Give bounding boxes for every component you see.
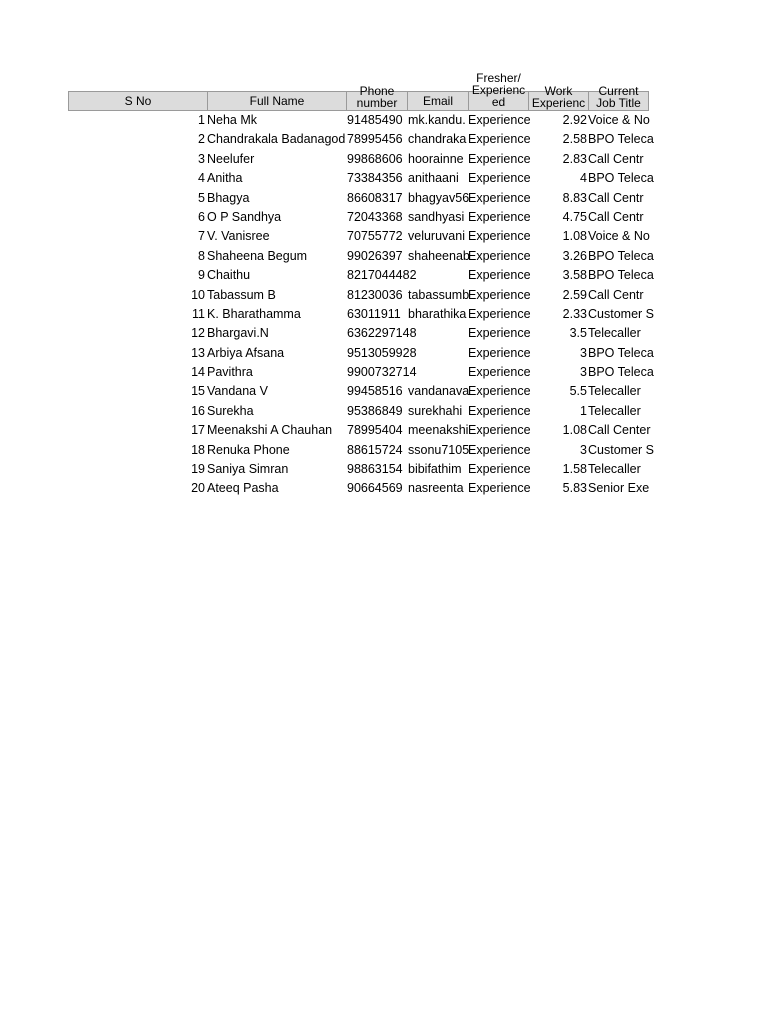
cell-phone[interactable]: 86608317 <box>347 190 403 205</box>
table-row <box>68 363 654 382</box>
cell-full-name[interactable]: Arbiya Afsana <box>207 345 285 360</box>
cell-sno[interactable]: 20 <box>191 481 205 496</box>
cell-email[interactable]: nasreenta <box>408 481 464 496</box>
table-row <box>68 247 654 266</box>
cell-email[interactable]: bhagyav56 <box>408 190 470 205</box>
cell-sno[interactable]: 14 <box>191 365 205 380</box>
cell-work-experience[interactable]: 3.26 <box>562 248 587 263</box>
cell-phone[interactable]: 99458516 <box>347 384 403 399</box>
cell-full-name[interactable]: Renuka Phone <box>207 442 290 457</box>
table-row <box>68 382 648 401</box>
header-email[interactable] <box>407 91 469 111</box>
cell-fresher-status[interactable]: Experience <box>468 345 531 360</box>
cell-sno[interactable]: 4 <box>198 171 205 186</box>
cell-job-title[interactable]: Customer S <box>588 306 654 321</box>
cell-sno[interactable]: 15 <box>191 384 205 399</box>
cell-work-experience[interactable]: 8.83 <box>562 190 587 205</box>
cell-email[interactable]: sandhyasi <box>408 209 465 224</box>
cell-sno[interactable]: 1 <box>198 113 205 127</box>
cell-phone[interactable]: 78995456 <box>347 132 403 147</box>
cell-job-title[interactable]: Senior Exe <box>588 481 650 496</box>
header-work-label: Work Experienc <box>531 84 586 110</box>
cell-fresher-status[interactable]: Experience <box>468 190 531 205</box>
cell-sno[interactable]: 16 <box>191 403 205 418</box>
cell-full-name[interactable]: Vandana V <box>207 384 268 399</box>
cell-job-title[interactable]: BPO Teleca <box>588 365 654 380</box>
cell-phone[interactable]: 99868606 <box>347 151 403 166</box>
table-row <box>68 266 654 285</box>
cell-job-title[interactable]: Customer S <box>588 442 654 457</box>
cell-job-title[interactable]: Call Center <box>588 423 651 438</box>
cell-job-title[interactable]: Call Centr <box>588 190 644 205</box>
cell-sno[interactable]: 5 <box>198 190 205 205</box>
cell-work-experience[interactable]: 3.5 <box>569 326 587 341</box>
cell-work-experience[interactable]: 3 <box>580 365 587 380</box>
cell-full-name[interactable]: Bhagya <box>207 190 250 205</box>
cell-job-title[interactable]: Telecaller <box>588 326 641 341</box>
cell-work-experience[interactable]: 2.83 <box>562 151 587 166</box>
cell-email[interactable]: veluruvani <box>408 229 465 244</box>
cell-phone[interactable]: 9513059928 <box>347 345 417 360</box>
table-row <box>68 324 648 343</box>
cell-sno[interactable]: 17 <box>191 423 205 438</box>
cell-email[interactable]: bibifathim <box>408 462 462 477</box>
cell-email[interactable] <box>408 344 468 363</box>
cell-sno[interactable]: 3 <box>198 151 205 166</box>
header-job-title-label: Current Job Title <box>596 84 641 110</box>
header-phone[interactable] <box>346 84 408 111</box>
table-row <box>68 227 648 246</box>
header-row <box>68 71 648 111</box>
cell-email[interactable]: tabassumb <box>408 287 470 302</box>
cell-job-title[interactable]: Voice & No <box>588 113 650 127</box>
cell-fresher-status[interactable]: Experience <box>468 403 531 418</box>
cell-fresher-status[interactable]: Experience <box>468 229 531 244</box>
cell-job-title[interactable]: Telecaller <box>588 462 641 477</box>
table-row <box>68 441 654 460</box>
cell-phone[interactable]: 88615724 <box>347 442 403 457</box>
cell-fresher-status[interactable]: Experience <box>468 462 531 477</box>
cell-email[interactable]: shaheenab <box>408 248 470 263</box>
cell-full-name[interactable]: Chaithu <box>207 268 251 283</box>
cell-phone[interactable]: 78995404 <box>347 423 403 438</box>
cell-sno[interactable]: 18 <box>191 442 205 457</box>
header-sno[interactable] <box>68 91 208 111</box>
cell-email[interactable]: vandanava <box>408 384 470 399</box>
cell-work-experience[interactable]: 3 <box>580 442 587 457</box>
cell-email[interactable]: anithaani <box>408 171 459 186</box>
cell-phone[interactable]: 70755772 <box>347 229 403 244</box>
table-row <box>68 305 654 324</box>
cell-fresher-status[interactable]: Experience <box>468 209 531 224</box>
cell-fresher-status[interactable]: Experience <box>468 248 531 263</box>
table-row <box>68 130 654 149</box>
header-phone-label: Phone number <box>356 84 398 110</box>
header-full-name[interactable] <box>207 91 347 111</box>
cell-full-name[interactable]: Shaheena Begum <box>207 248 308 263</box>
cell-email[interactable]: mk.kandu. <box>408 113 466 127</box>
cell-full-name[interactable]: Chandrakala Badanagod <box>207 132 346 147</box>
cell-sno[interactable]: 9 <box>198 268 205 283</box>
cell-job-title[interactable]: Voice & No <box>588 229 650 244</box>
header-fresher-label: Fresher/ Experienc ed <box>471 71 526 109</box>
cell-fresher-status[interactable]: Experience <box>468 171 531 186</box>
cell-work-experience[interactable]: 3.58 <box>562 268 587 283</box>
cell-phone[interactable]: 6362297148 <box>347 326 417 341</box>
table-row <box>68 208 648 227</box>
cell-phone[interactable]: 8217044482 <box>347 268 417 283</box>
table-body <box>68 111 654 499</box>
cell-sno[interactable]: 6 <box>198 209 205 224</box>
cell-work-experience[interactable]: 2.58 <box>562 132 587 147</box>
cell-email[interactable]: bharathika <box>408 306 467 321</box>
table-row <box>68 111 648 130</box>
cell-full-name[interactable]: O P Sandhya <box>207 209 282 224</box>
cell-sno[interactable]: 7 <box>198 229 205 244</box>
cell-phone[interactable]: 99026397 <box>347 248 403 263</box>
cell-job-title[interactable]: Call Centr <box>588 287 644 302</box>
cell-phone[interactable]: 81230036 <box>347 287 403 302</box>
cell-phone[interactable]: 72043368 <box>347 209 403 224</box>
table-row <box>68 421 651 440</box>
cell-sno[interactable]: 10 <box>191 287 205 302</box>
header-full-name-label: Full Name <box>249 94 305 108</box>
cell-full-name[interactable]: Bhargavi.N <box>207 326 269 341</box>
cell-phone[interactable]: 9900732714 <box>347 365 417 380</box>
cell-full-name[interactable]: Saniya Simran <box>207 462 289 477</box>
cell-work-experience[interactable]: 2.92 <box>562 113 587 127</box>
table-row <box>68 460 648 479</box>
cell-full-name[interactable]: Meenakshi A Chauhan <box>207 423 333 438</box>
cell-full-name[interactable]: V. Vanisree <box>207 229 270 244</box>
cell-job-title[interactable]: BPO Teleca <box>588 345 654 360</box>
cell-work-experience[interactable]: 4 <box>580 171 587 186</box>
cell-full-name[interactable]: Surekha <box>207 403 254 418</box>
cell-phone[interactable]: 90664569 <box>347 481 403 496</box>
cell-work-experience[interactable]: 2.59 <box>562 287 587 302</box>
cell-fresher-status[interactable]: Experience <box>468 151 531 166</box>
cell-full-name[interactable]: Neelufer <box>207 151 255 166</box>
cell-job-title[interactable]: BPO Teleca <box>588 132 654 147</box>
cell-job-title[interactable]: BPO Teleca <box>588 248 654 263</box>
cell-full-name[interactable]: Pavithra <box>207 365 253 380</box>
table-row <box>68 479 648 498</box>
cell-job-title[interactable]: Call Centr <box>588 151 644 166</box>
cell-work-experience[interactable]: 5.83 <box>562 481 587 496</box>
cell-email[interactable]: hoorainne <box>408 151 464 166</box>
cell-job-title[interactable]: BPO Teleca <box>588 268 654 283</box>
cell-email[interactable]: ssonu7105 <box>408 442 470 457</box>
cell-fresher-status[interactable]: Experience <box>468 365 531 380</box>
cell-full-name[interactable]: Tabassum B <box>207 287 276 302</box>
cell-email[interactable] <box>408 324 468 343</box>
cell-email[interactable] <box>408 363 468 382</box>
table-row <box>68 344 654 363</box>
cell-phone[interactable]: 91485490 <box>347 113 403 127</box>
table-row <box>68 169 654 188</box>
table-row <box>68 189 648 208</box>
cell-sno[interactable]: 19 <box>191 462 205 477</box>
cell-work-experience[interactable]: 2.33 <box>562 306 587 321</box>
cell-fresher-status[interactable]: Experience <box>468 287 531 302</box>
cell-phone[interactable]: 73384356 <box>347 171 403 186</box>
cell-work-experience[interactable]: 3 <box>580 345 587 360</box>
table-row <box>68 286 648 305</box>
cell-email[interactable]: meenakshi <box>408 423 469 438</box>
cell-sno[interactable]: 8 <box>198 248 205 263</box>
header-sno-label: S No <box>124 94 152 108</box>
cell-sno[interactable]: 2 <box>198 132 205 147</box>
header-fresher[interactable] <box>468 71 529 111</box>
cell-full-name[interactable]: Anitha <box>207 171 243 186</box>
cell-job-title[interactable]: BPO Teleca <box>588 171 654 186</box>
cell-work-experience[interactable]: 1.08 <box>562 229 587 244</box>
cell-phone[interactable]: 95386849 <box>347 403 403 418</box>
header-job-title[interactable] <box>588 84 649 111</box>
cell-job-title[interactable]: Call Centr <box>588 209 644 224</box>
cell-full-name[interactable]: Ateeq Pasha <box>207 481 279 496</box>
cell-work-experience[interactable]: 1.58 <box>562 462 587 477</box>
cell-work-experience[interactable]: 4.75 <box>562 209 587 224</box>
spreadsheet-table <box>68 71 654 499</box>
header-work-experience[interactable] <box>528 84 589 111</box>
cell-phone[interactable]: 63011911 <box>347 306 401 321</box>
cell-sno[interactable]: 11 <box>192 306 205 321</box>
cell-email[interactable] <box>408 266 468 285</box>
cell-fresher-status[interactable]: Experience <box>468 268 531 283</box>
cell-job-title[interactable]: Telecaller <box>588 384 641 399</box>
cell-work-experience[interactable]: 1 <box>580 403 587 418</box>
cell-fresher-status[interactable]: Experience <box>468 326 531 341</box>
cell-fresher-status[interactable]: Experience <box>468 113 531 127</box>
cell-sno[interactable]: 13 <box>191 345 205 360</box>
cell-fresher-status[interactable]: Experience <box>468 132 531 147</box>
cell-sno[interactable]: 12 <box>191 326 205 341</box>
cell-full-name[interactable]: K. Bharathamma <box>207 306 301 321</box>
cell-work-experience[interactable]: 5.5 <box>569 384 587 399</box>
cell-fresher-status[interactable]: Experience <box>468 442 531 457</box>
cell-email[interactable]: chandraka <box>408 132 467 147</box>
cell-phone[interactable]: 98863154 <box>347 462 403 477</box>
cell-work-experience[interactable]: 1.08 <box>562 423 587 438</box>
cell-fresher-status[interactable]: Experience <box>468 306 531 321</box>
cell-fresher-status[interactable]: Experience <box>468 481 531 496</box>
cell-fresher-status[interactable]: Experience <box>468 384 531 399</box>
table-row <box>68 402 648 421</box>
cell-email[interactable]: surekhahi <box>408 403 463 418</box>
cell-job-title[interactable]: Telecaller <box>588 403 641 418</box>
cell-full-name[interactable]: Neha Mk <box>207 113 258 127</box>
table-row <box>68 150 648 169</box>
header-email-label: Email <box>422 94 453 108</box>
cell-fresher-status[interactable]: Experience <box>468 423 531 438</box>
